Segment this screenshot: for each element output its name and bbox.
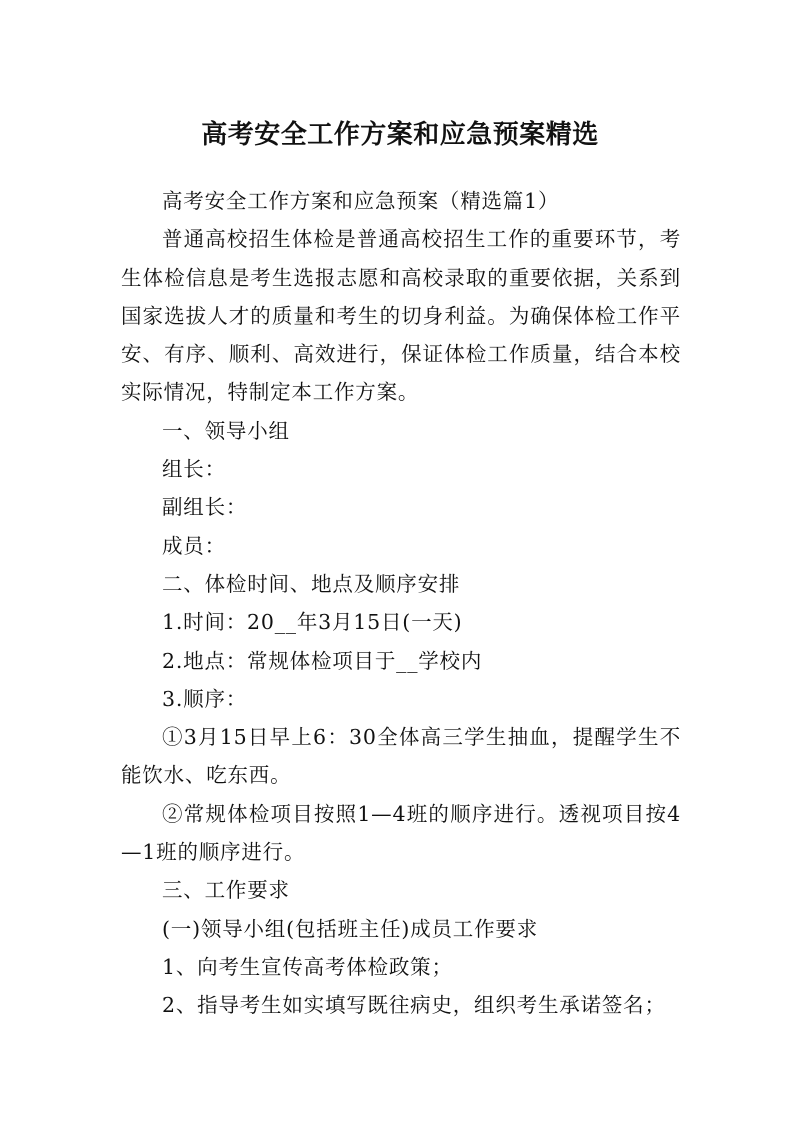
location-line: 2.地点：常规体检项目于__学校内: [162, 648, 483, 673]
document-title: 高考安全工作方案和应急预案精选: [201, 120, 599, 151]
intro-paragraph: 普通高校招生体检是普通高校招生工作的重要环节，考生体检信息是考生选报志愿和高校录取的重要依据，关系到国家选拔人才的质量和考生的切身利益。为确保体检工作平安、有序、顺利、高效进行，保证体检工作质量，结合本校实际情况，特制定本工作方案。: [121, 227, 681, 405]
time-line: 1.时间：20__年3月15日(一天): [162, 610, 463, 635]
members-line: 成员：: [162, 533, 226, 558]
order-item-2: ②常规体检项目按照1—4班的顺序进行。透视项目按4—1班的顺序进行。: [121, 801, 681, 865]
section-heading-schedule: 二、体检时间、地点及顺序安排: [162, 571, 461, 596]
requirement-item-2: 2、指导考生如实填写既往病史，组织考生承诺签名；: [162, 993, 666, 1018]
order-item-1: ①3月15日早上6：30全体高三学生抽血，提醒学生不能饮水、吃东西。: [121, 725, 681, 788]
subtitle-paragraph: 高考安全工作方案和应急预案（精选篇1）: [162, 189, 560, 213]
order-line: 3.顺序：: [162, 686, 248, 711]
leader-line: 组长：: [162, 457, 226, 482]
section-heading-requirements: 三、工作要求: [162, 878, 290, 903]
requirement-item-1: 1、向考生宣传高考体检政策；: [162, 954, 453, 979]
deputy-leader-line: 副组长：: [162, 495, 248, 520]
document-body: [121, 182, 681, 1025]
section-heading-leadership: 一、领导小组: [162, 418, 290, 443]
subsection-heading-leadership-requirements: (一)领导小组(包括班主任)成员工作要求: [162, 916, 538, 941]
